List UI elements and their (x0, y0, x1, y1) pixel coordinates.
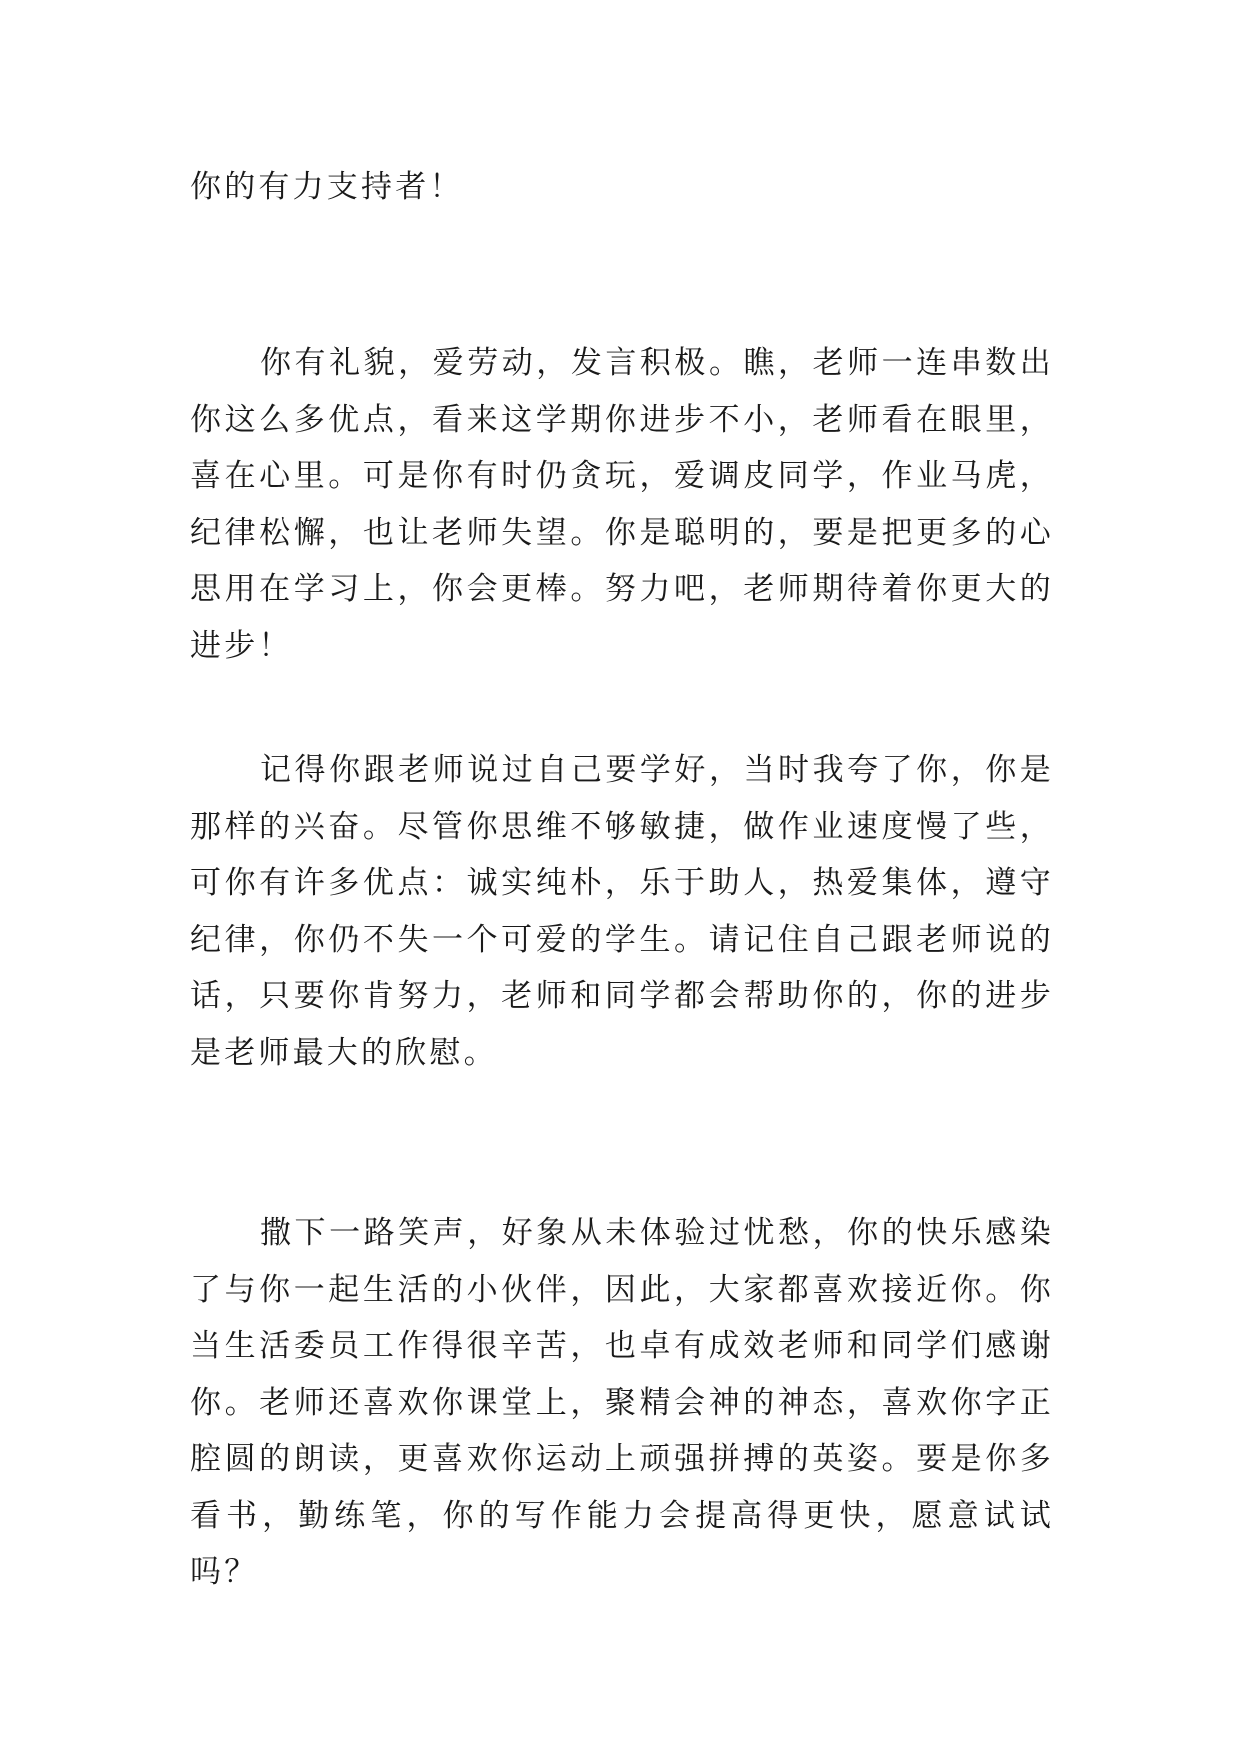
paragraph-continuation: 你的有力支持者！ (190, 169, 464, 205)
paragraph-comment-2: 记得你跟老师说过自己要学好，当时我夸了你，你是那样的兴奋。尽管你思维不够敏捷，做作业速度慢了些，可你有许多优点：诚实纯朴，乐于助人，热爱集体，遵守纪律，你仍不失一个可爱的学生。请记住自己跟老师说的话，只要你肯努力，老师和同学都会帮助你的，你的进步是老师最大的欣慰。 (190, 752, 1054, 1071)
paragraph-comment-3: 撒下一路笑声，好象从未体验过忧愁，你的快乐感染了与你一起生活的小伙伴，因此，大家都喜欢接近你。你当生活委员工作得很辛苦，也卓有成效老师和同学们感谢你。老师还喜欢你课堂上，聚精会神的神态，喜欢你字正腔圆的朗读，更喜欢你运动上顽强拼搏的英姿。要是你多看书，勤练笔，你的写作能力会提高得更快，愿意试试吗？ (190, 1215, 1054, 1590)
paragraph-comment-1: 你有礼貌，爱劳动，发言积极。瞧，老师一连串数出你这么多优点，看来这学期你进步不小，老师看在眼里，喜在心里。可是你有时仍贪玩，爱调皮同学，作业马虎，纪律松懈，也让老师失望。你是聪明的，要是把更多的心思用在学习上，你会更棒。努力吧，老师期待着你更大的进步！ (190, 345, 1054, 664)
